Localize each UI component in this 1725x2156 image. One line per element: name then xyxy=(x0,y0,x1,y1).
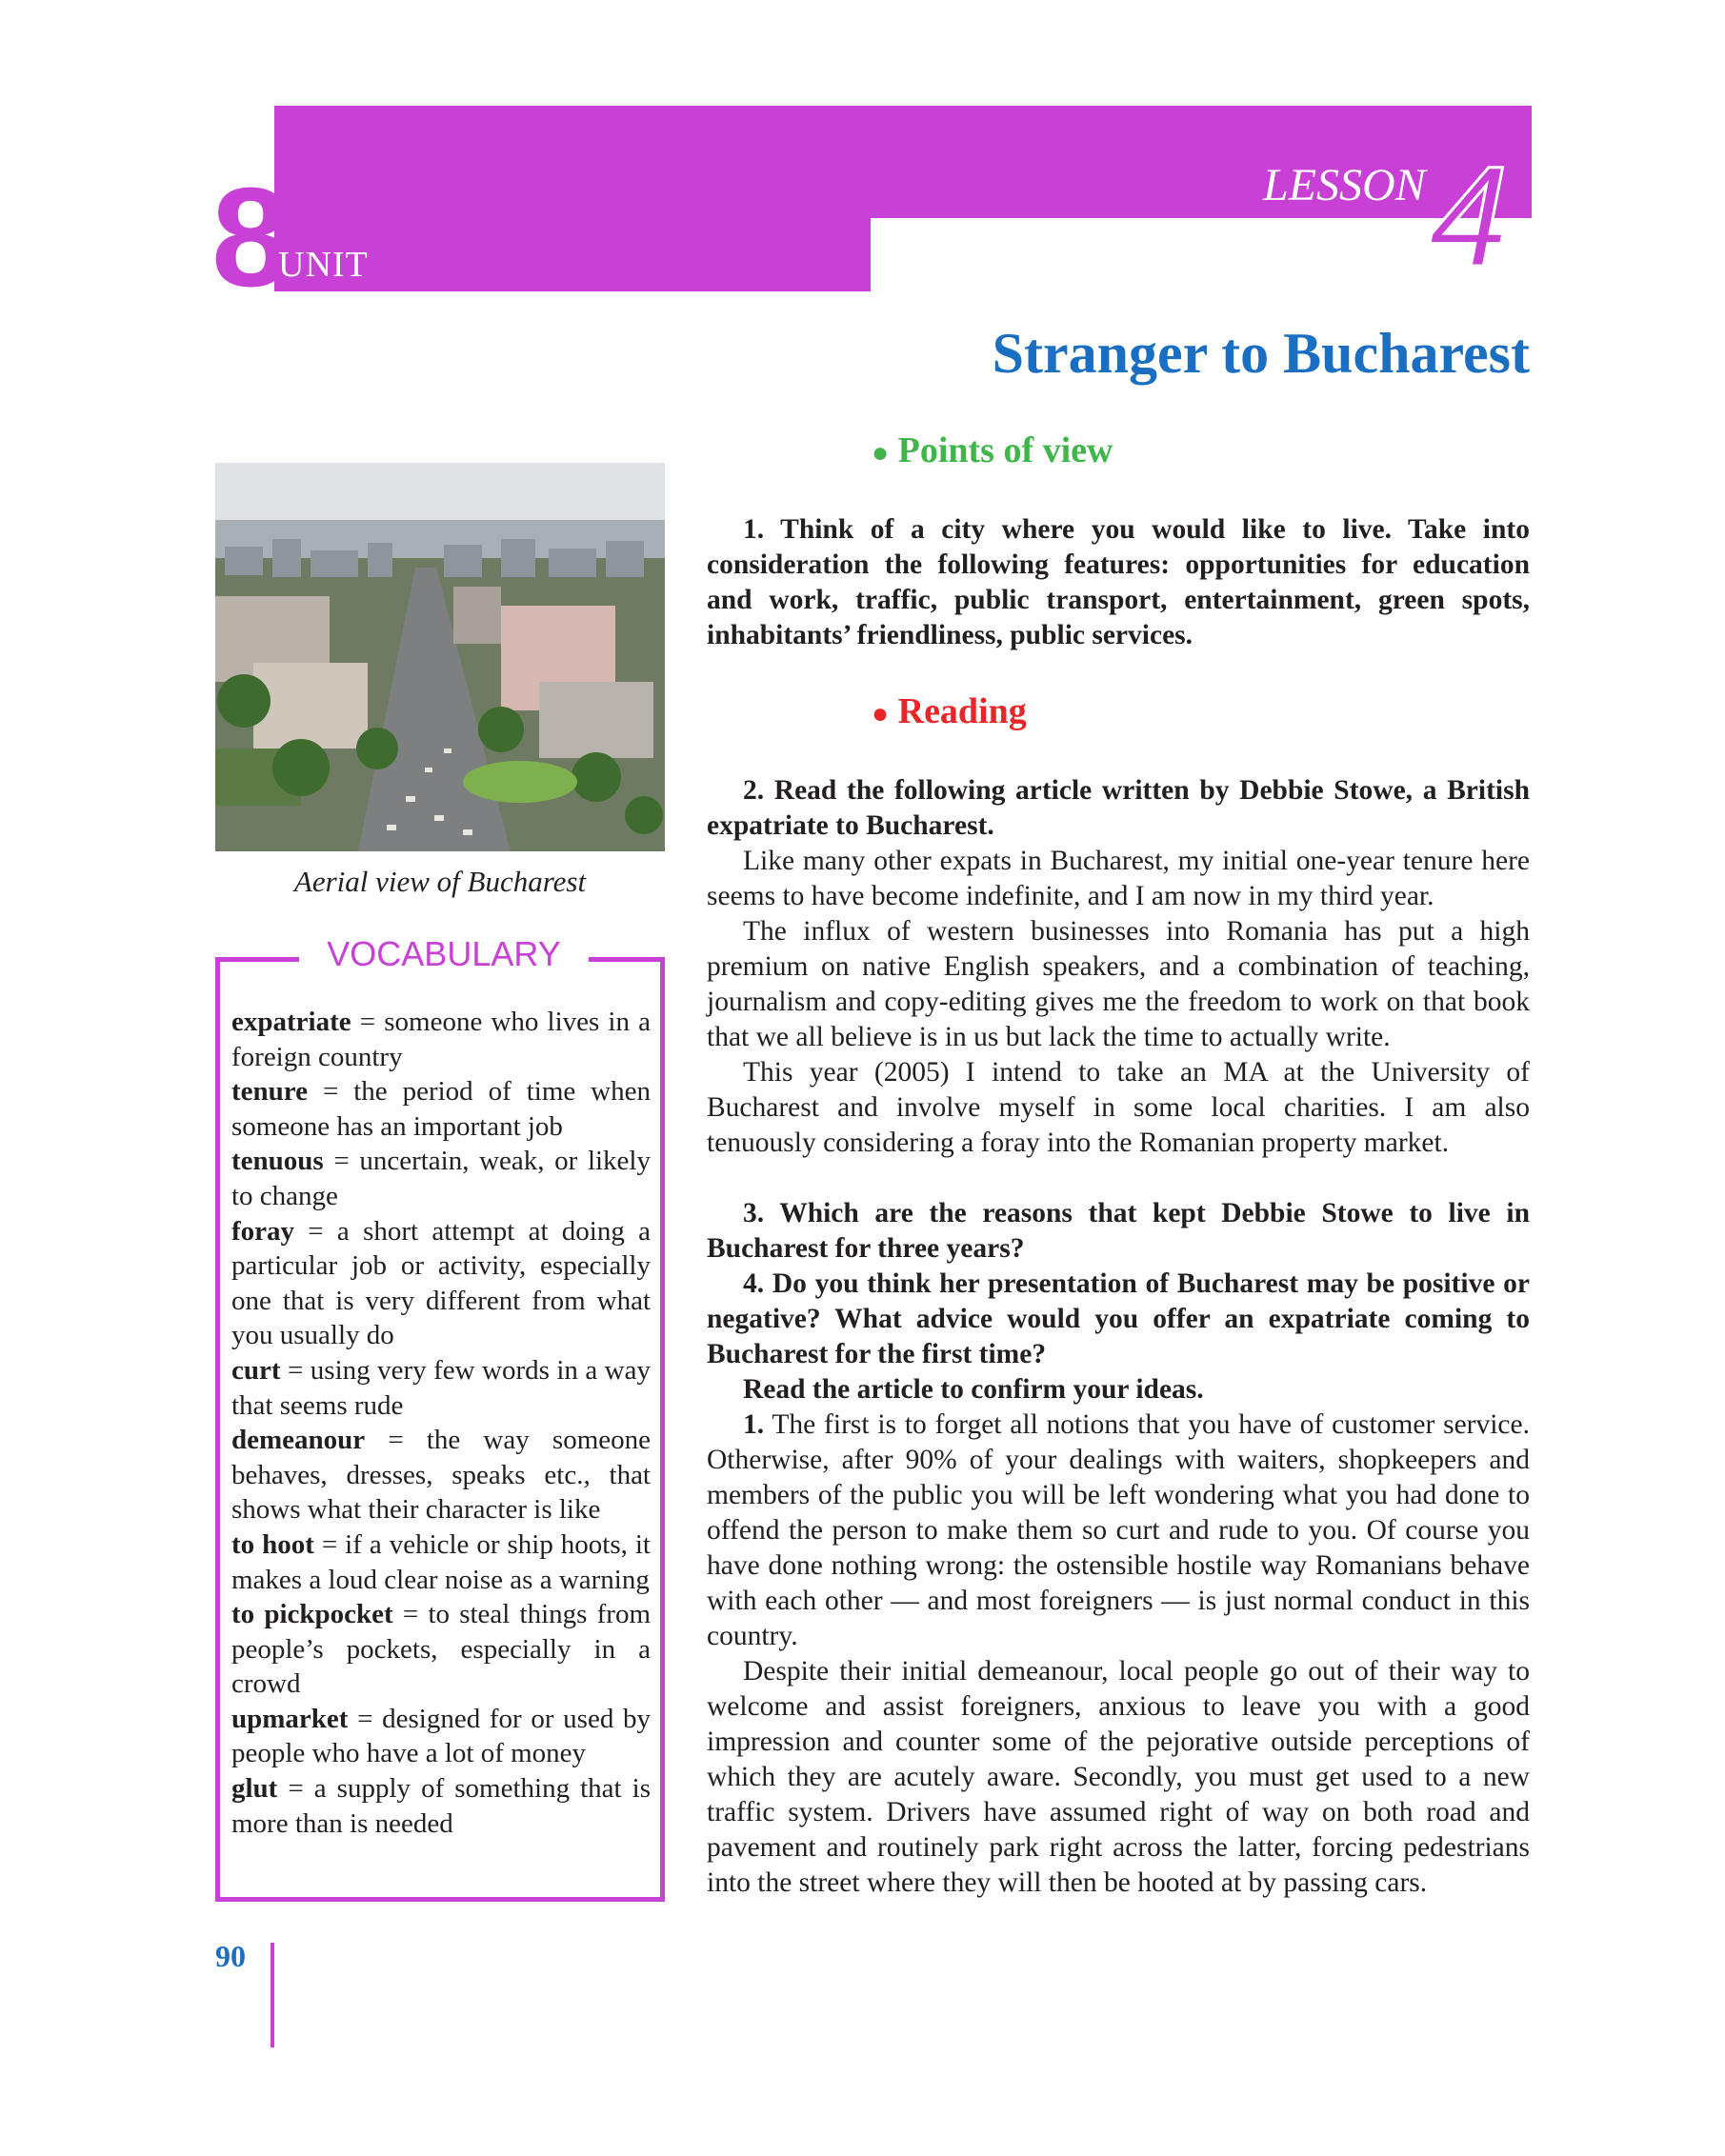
exercise-4-text: 4. Do you think her presentation of Bucharest may be positive or negative? What advice would you offer an expatriate coming to Bucharest for the first time? xyxy=(707,1268,1530,1369)
article-paragraph: Despite their initial demeanour, local people go out of their way to welcome and assist foreigners, anxious to leave you with a good impression and counter some of the pejorative outside perceptions of which they are acutely aware. Secondly, you must get used to a new traffic system. Drivers have assumed right of way on both road and pavement and routinely park right across the latter, forcing pedestrians into the street where they will then be hooted at by passing cars. xyxy=(707,1656,1530,1898)
vocab-definition: = using very few words in a way that seems rude xyxy=(231,1354,651,1421)
vocab-definition: = to steal things from people’s pockets, especially in a crowd xyxy=(231,1599,652,1700)
vocab-definition: = a short attempt at doing a particular job or activity, especially one that is very different from what you usually do xyxy=(231,1215,651,1351)
lesson-number: 4 xyxy=(1429,136,1509,296)
vocab-term: to pickpocket xyxy=(231,1599,393,1630)
bullet-icon: ● xyxy=(872,698,890,729)
vocab-definition: = the way someone behaves, dresses, speaks etc., that shows what their character is like xyxy=(231,1425,651,1526)
vocab-entry xyxy=(231,1074,651,1144)
vocab-entry xyxy=(231,1214,651,1353)
section-heading-reading xyxy=(872,690,1027,735)
vocabulary-box-top-rule xyxy=(589,957,665,962)
vocab-term: curt xyxy=(231,1354,281,1386)
vocabulary-list xyxy=(231,1005,651,1841)
vocab-entry xyxy=(231,1771,651,1841)
section-heading-points-of-view xyxy=(872,429,1113,474)
vocab-term: glut xyxy=(231,1773,278,1805)
article-paragraph: Like many other expats in Bucharest, my initial one-year tenure here seems to have become indefinite, and I am now in my third year. xyxy=(707,846,1530,911)
article-paragraph xyxy=(707,1407,1530,1654)
exercise-1 xyxy=(707,512,1530,653)
vocab-term: to hoot xyxy=(231,1528,314,1560)
article-text: The first is to forget all notions that you have of customer service. Otherwise, after 90% of your dealings with waiters, shopkeepers and members of the public you will be left wondering what you had done to offend the person to make them so curt and rude to you. Of course you have done nothing wrong: the ostensible hostile way Romanians behave with each other — and most foreigners — is just normal conduct in this country. xyxy=(707,1409,1530,1651)
page-title: Stranger to Bucharest xyxy=(992,322,1530,385)
vocab-term: foray xyxy=(231,1215,295,1247)
vocabulary-box-top-rule xyxy=(215,957,299,962)
vocab-entry xyxy=(231,1597,651,1702)
vocabulary-heading: VOCABULARY xyxy=(327,934,561,973)
vocab-term: demeanour xyxy=(231,1425,366,1456)
vocab-term: upmarket xyxy=(231,1703,349,1734)
photo-caption: Aerial view of Bucharest xyxy=(293,865,587,898)
vocab-entry xyxy=(231,1423,651,1527)
vocab-definition: = uncertain, weak, or likely to change xyxy=(231,1146,651,1211)
page-number-rule xyxy=(271,1943,274,2047)
confirm-instruction: Read the article to confirm your ideas. xyxy=(743,1374,1204,1405)
vocab-term: tenure xyxy=(231,1076,309,1108)
vocab-entry xyxy=(231,1005,651,1074)
vocab-term: tenuous xyxy=(231,1146,324,1177)
vocab-term: expatriate xyxy=(231,1007,351,1037)
unit-label: UNIT xyxy=(278,245,369,285)
unit-number: 8 xyxy=(211,159,287,316)
vocab-entry xyxy=(231,1353,651,1423)
section-heading-label: Points of view xyxy=(897,430,1113,470)
exercise-2-text: 2. Read the following article written by Debbie Stowe, a British expatriate to Bucharest. xyxy=(707,775,1530,841)
section-heading-label: Reading xyxy=(897,691,1027,731)
vocab-definition: = a supply of something that is more than is needed xyxy=(231,1773,651,1839)
vocab-definition: = someone who lives in a foreign country xyxy=(231,1007,651,1072)
reading-block-2 xyxy=(707,1196,1530,1901)
vocab-entry xyxy=(231,1702,651,1771)
bullet-icon: ● xyxy=(872,437,890,469)
reading-block-1 xyxy=(707,773,1530,1161)
vocab-definition: = designed for or used by people who have a lot of money xyxy=(231,1703,651,1769)
point-number: 1. xyxy=(743,1409,765,1440)
exercise-1-text: 1. Think of a city where you would like to live. Take into consideration the following features: opportunities for education and work, traffic, public transport, entertainment, green spots, inhabitants’ friendliness, public services. xyxy=(707,514,1530,650)
article-paragraph: This year (2005) I intend to take an MA at the University of Bucharest and involve myself in some local charities. I am also tenuously considering a foray into the Romanian property market. xyxy=(707,1057,1530,1158)
vocab-entry xyxy=(231,1527,651,1597)
exercise-3-text: 3. Which are the reasons that kept Debbie Stowe to live in Bucharest for three years? xyxy=(707,1198,1530,1264)
page-number: 90 xyxy=(215,1939,246,1973)
article-paragraph: The influx of western businesses into Romania has put a high premium on native English speakers, and a combination of teaching, journalism and copy-editing gives me the freedom to work on that book that we all believe is in us but lack the time to actually write. xyxy=(707,916,1530,1052)
vocab-entry xyxy=(231,1144,651,1213)
lesson-label: LESSON xyxy=(1263,160,1426,210)
bucharest-aerial-photo xyxy=(215,463,665,851)
vocab-definition: = the period of time when someone has an important job xyxy=(231,1076,651,1142)
vocab-definition: = if a vehicle or ship hoots, it makes a loud clear noise as a warning xyxy=(231,1528,651,1595)
